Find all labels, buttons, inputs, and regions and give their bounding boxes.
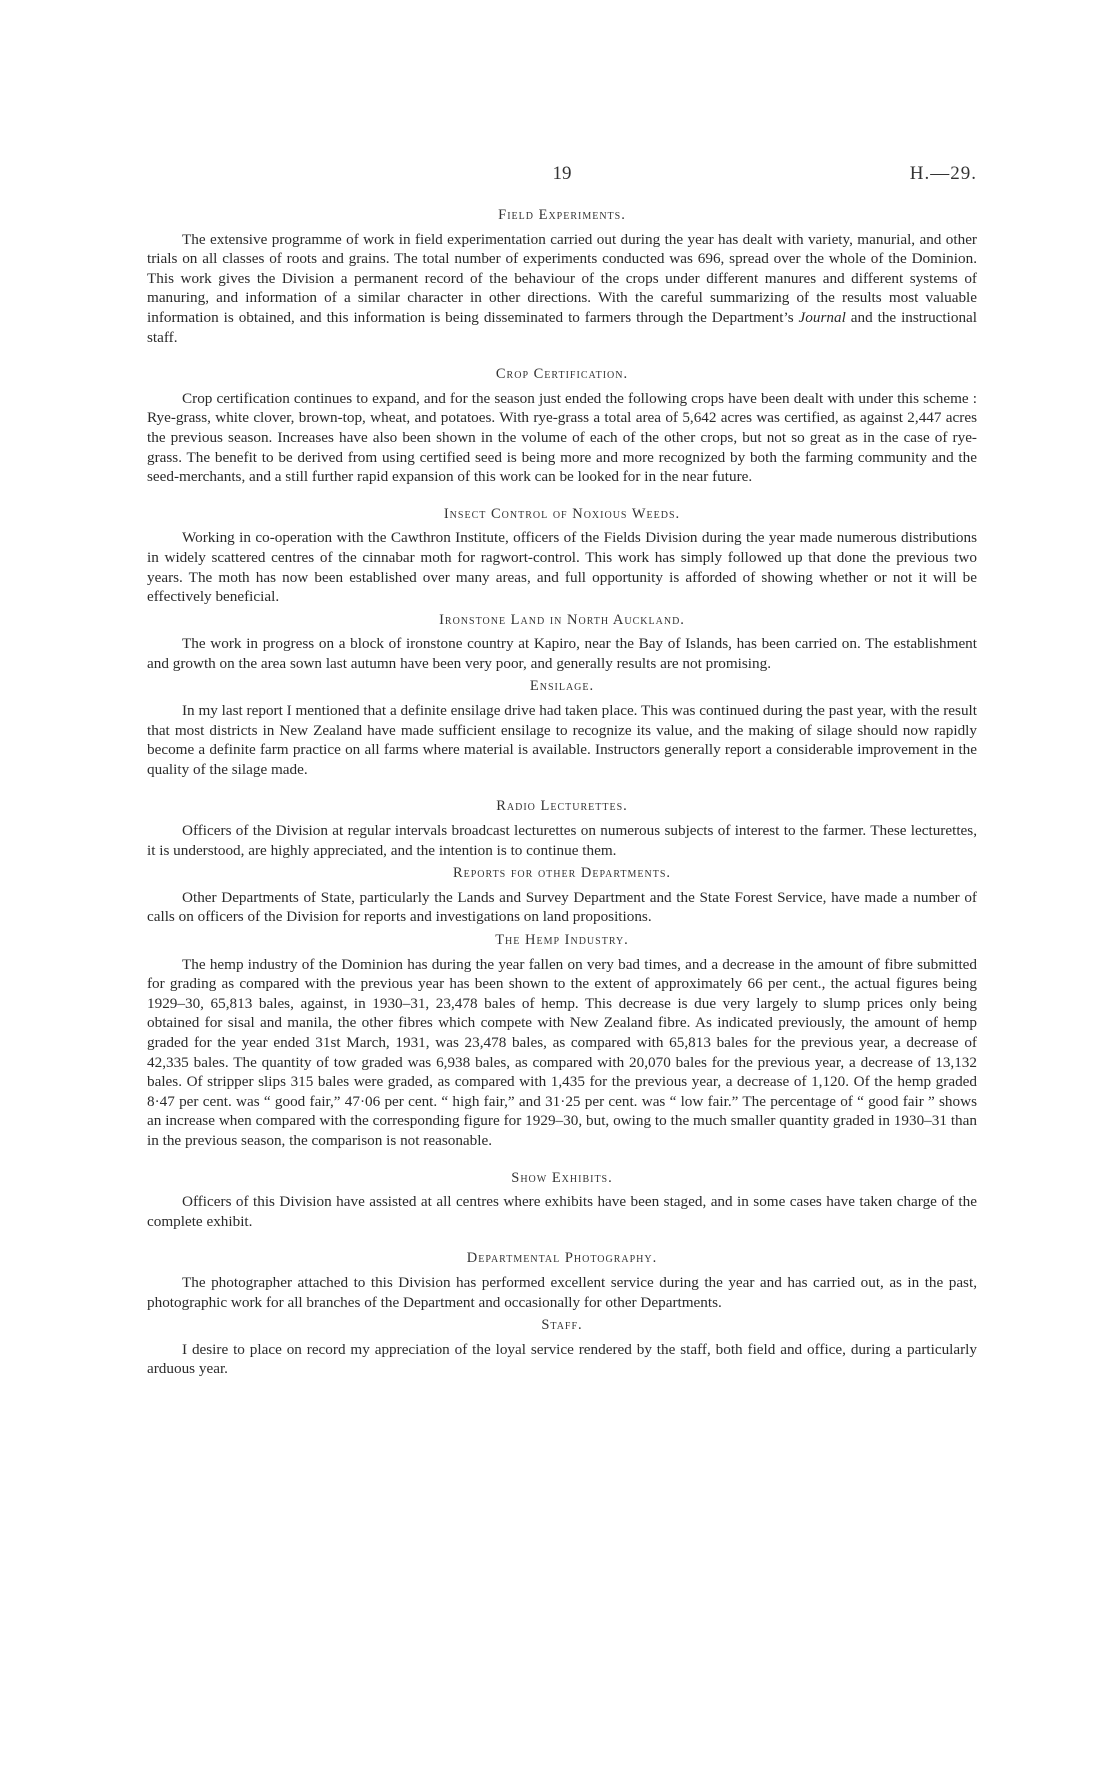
document-reference: H.—29. [909, 163, 977, 184]
section-heading: Ironstone Land in North Auckland. [439, 611, 685, 628]
section-paragraph: In my last report I mentioned that a definite ensilage drive had taken place. This was continued during the past year, with the result that most districts in New Zealand have made sufficient ensilage to recognize its value, and the making of silage should now rapidly become a definite farm practice on all farms where material is available. Instructors generally report a considerable improvement in the quality of the silage made. [147, 702, 977, 778]
page-number: 19 [552, 163, 572, 184]
section-heading: Field Experiments. [498, 207, 626, 223]
page-header [147, 163, 977, 189]
section-departmental-photography [147, 1249, 977, 1312]
section-heading: Insect Control of Noxious Weeds. [443, 505, 681, 522]
journal-title: Journal [798, 308, 846, 326]
section-paragraph: Officers of the Division at regular intervals broadcast lecturettes on numerous subjects of interest to the farmer. These lecturettes, it is understood, are highly appreciated, and the intention is to continue them. [147, 822, 977, 859]
section-insect-control [147, 505, 977, 607]
document-body [147, 206, 977, 1379]
section-paragraph: The photographer attached to this Division has performed excellent service during the year and has carried out, as in the past, photographic work for all branches of the Department and occasionally for other Departments. [147, 1273, 977, 1311]
section-heading: Ensilage. [529, 678, 595, 695]
section-paragraph: I desire to place on record my appreciation of the loyal service rendered by the staff, both field and office, during a particularly arduous year. [147, 1340, 977, 1378]
section-paragraph: The hemp industry of the Dominion has during the year fallen on very bad times, and a decrease in the amount of fibre submitted for grading as compared with the previous year has been shown to the extent of approximately 66 per cent., the actual figures being 1929–30, 65,813 bales, against, in 1930–31, 23,478 bales of hemp. This decrease is due very largely to slump prices only being obtained for sisal and manila, the other fibres which compete with New Zealand fibre. As indicated previously, the amount of hemp graded for the year ended 31st March, 1931, was 23,478 bales, as compared with 65,813 bales for the previous year, a decrease of 42,335 bales. The quantity of tow graded was 6,938 bales, as compared with 20,070 bales for the previous year, a decrease of 13,132 bales. Of stripper slips 315 bales were graded, as compared with 1,435 for the previous year, a decrease of 1,120. Of the hemp graded 8·47 per cent. was “ good fair,” 47·06 per cent. “ high fair,” and 31·25 per cent. was “ low fair.” The percentage of “ good fair ” shows an increase when compared with the corresponding figure for 1929–30, but, owing to the much smaller quantity graded in 1930–31 than in the previous season, the comparison is not reasonable. [147, 955, 977, 1149]
section-show-exhibits [147, 1169, 977, 1232]
section-ensilage [147, 677, 977, 779]
section-staff [147, 1316, 977, 1379]
section-heading: Radio Lecturettes. [496, 798, 628, 815]
section-crop-certification [147, 365, 977, 487]
section-heading: The Hemp Industry. [495, 932, 629, 948]
section-heading: Show Exhibits. [511, 1169, 613, 1186]
section-hemp-industry [147, 931, 977, 1151]
section-paragraph: Officers of this Division have assisted at all centres where exhibits have been staged, and in some cases have taken charge of the complete exhibit. [147, 1193, 977, 1230]
section-radio-lecturettes [147, 797, 977, 860]
section-paragraph [147, 230, 977, 348]
section-reports-other-departments [147, 864, 977, 927]
section-heading: Departmental Photography. [466, 1250, 658, 1267]
paragraph-text: and the instructional staff. [147, 308, 978, 346]
paragraph-text: The extensive programme of work in field experimentation carried out during the year has dealt with variety, manurial, and other trials on all classes of roots and grains. The total number of experiments conducted was 696, spread over the whole of the Dominion. This work gives the Division a permanent record of the behaviour of the crops under different manures and different systems of manuring, and information of a similar character in other directions. With the careful summarizing of the results most valuable information is obtained, and this information is being disseminated to farmers through the Department’s [147, 230, 977, 326]
section-heading: Crop Certification. [495, 366, 629, 383]
section-paragraph: Crop certification continues to expand, and for the season just ended the following crops have been dealt with under this scheme : Rye-grass, white clover, brown-top, wheat, and potatoes. With rye-grass a total area of 5,642 acres was certified, as against 2,447 acres the previous season. Increases have also been shown in the volume of each of the other crops, but not so great as in the case of rye-grass. The benefit to be derived from using certified seed is being more and more recognized by both the farming community and the seed-merchants, and a still further rapid expansion of this work can be looked for in the near future. [147, 389, 977, 486]
section-paragraph: The work in progress on a block of ironstone country at Kapiro, near the Bay of Islands, has been carried on. The establishment and growth on the area sown last autumn have been very poor, and generally results are not promising. [147, 635, 977, 672]
section-ironstone-land [147, 611, 977, 674]
section-field-experiments [147, 206, 977, 347]
section-paragraph: Other Departments of State, particularly the Lands and Survey Department and the State Forest Service, have made a number of calls on officers of the Division for reports and investigations on land propositions. [147, 888, 977, 926]
section-heading: Staff. [541, 1317, 583, 1334]
section-paragraph: Working in co-operation with the Cawthron Institute, officers of the Fields Division during the year made numerous distributions in widely scattered centres of the cinnabar moth for ragwort-control. This work has simply followed up that done the previous two years. The moth has now been established over many areas, and full opportunity is afforded of showing whether or not it will be effectively beneficial. [147, 529, 977, 606]
section-heading: Reports for other Departments. [452, 865, 672, 882]
